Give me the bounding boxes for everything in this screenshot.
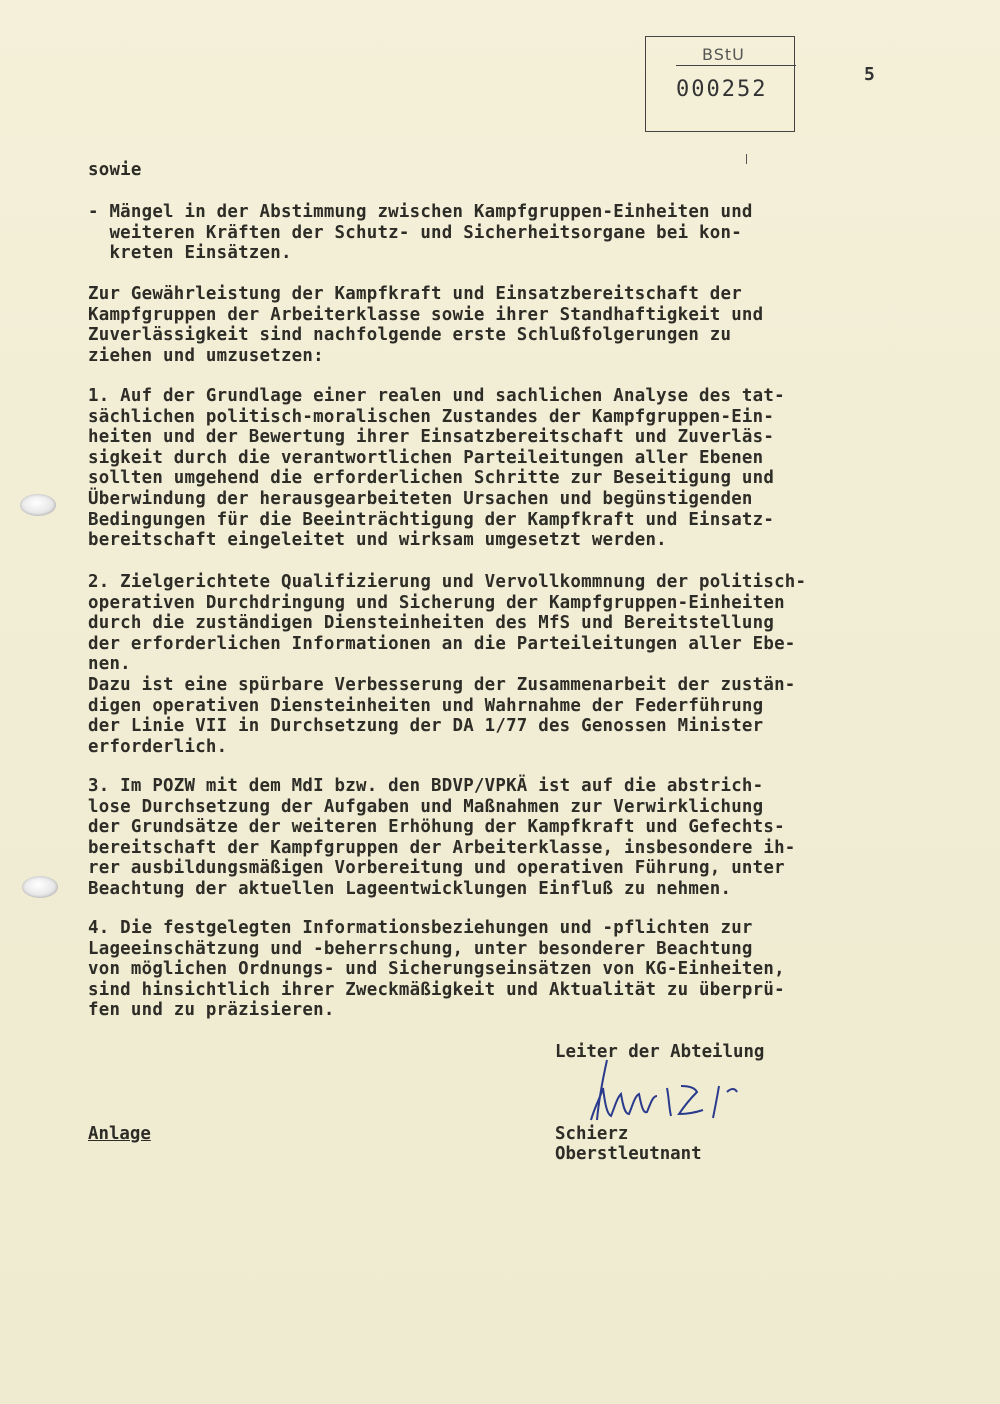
list-item-2: 2. Zielgerichtete Qualifizierung und Vervollkommnung der politisch- operativen Durchdringung und Sicherung der Kampfgruppen-Einheiten durch die zuständigen Diensteinheiten des MfS und Bereitstellung der erforderlichen Informationen an die Parteileitungen aller Ebe- nen. Dazu ist eine spürbare Verbesserung der Zusammenarbeit der zustän- digen operativen Diensteinheiten und Wahrnahme der Federführung der Linie VII in Durchsetzung der DA 1/77 des Genossen Minister erforderlich. bbox=[88, 572, 807, 757]
list-item-1: 1. Auf der Grundlage einer realen und sachlichen Analyse des tat- sächlichen politisch-moralischen Zustandes der Kampfgruppen-Ein- heiten und der Bewertung ihrer Einsatzbereitschaft und Zuverläs- sigkeit durch die verantwortlichen Parteileitungen aller Ebenen sollten umgehend die erforderlichen Schritte zur Beseitigung und Überwindung der herausgearbeiteten Ursachen und begünstigenden Bedingungen für die Beeinträchtigung der Kampfkraft und Einsatz- bereitschaft eingeleitet und wirksam umgesetzt werden. bbox=[88, 386, 785, 551]
punch-hole-top bbox=[20, 494, 56, 516]
page-number: 5 bbox=[864, 64, 875, 85]
signature-title: Leiter der Abteilung bbox=[555, 1042, 765, 1062]
stamp-divider bbox=[676, 65, 796, 66]
signatory-rank: Oberstleutnant bbox=[555, 1144, 702, 1164]
archive-stamp bbox=[645, 36, 795, 132]
attachment-label: Anlage bbox=[88, 1124, 151, 1144]
handwritten-signature bbox=[585, 1058, 765, 1128]
stamp-label: BStU bbox=[702, 45, 745, 64]
signatory-name: Schierz bbox=[555, 1124, 629, 1144]
lead-paragraph: Zur Gewährleistung der Kampfkraft und Einsatzbereitschaft der Kampfgruppen der Arbeiterklasse sowie ihrer Standhaftigkeit und Zuverlässigkeit sind nachfolgende erste Schlußfolgerungen zu ziehen und umzusetzen: bbox=[88, 284, 764, 366]
paper-mark bbox=[746, 154, 747, 164]
stamp-number: 000252 bbox=[676, 77, 768, 102]
list-item-4: 4. Die festgelegten Informationsbeziehungen und -pflichten zur Lageeinschätzung und -beherrschung, unter besonderer Beachtung von möglichen Ordnungs- und Sicherungseinsätzen von KG-Einheiten, sind hinsichtlich ihrer Zweckmäßigkeit und Aktualität zu überprü- fen und zu präzisieren. bbox=[88, 918, 785, 1021]
list-item-3: 3. Im POZW mit dem MdI bzw. den BDVP/VPKÄ ist auf die abstrich- lose Durchsetzung der Aufgaben und Maßnahmen zur Verwirklichung der Grundsätze der weiteren Erhöhung der Kampfkraft und Gefechts- bereitschaft der Kampfgruppen der Arbeiterklasse, insbesondere ih- rer ausbildungsmäßigen Vorbereitung und operativen Führung, unter Beachtung der aktuellen Lageentwicklungen Einfluß zu nehmen. bbox=[88, 776, 796, 899]
punch-hole-bottom bbox=[22, 876, 58, 898]
bullet-item: - Mängel in der Abstimmung zwischen Kampfgruppen-Einheiten und weiteren Kräften der Schutz- und Sicherheitsorgane bei kon- kreten Einsätzen. bbox=[88, 202, 753, 264]
intro-text: sowie bbox=[88, 160, 142, 180]
